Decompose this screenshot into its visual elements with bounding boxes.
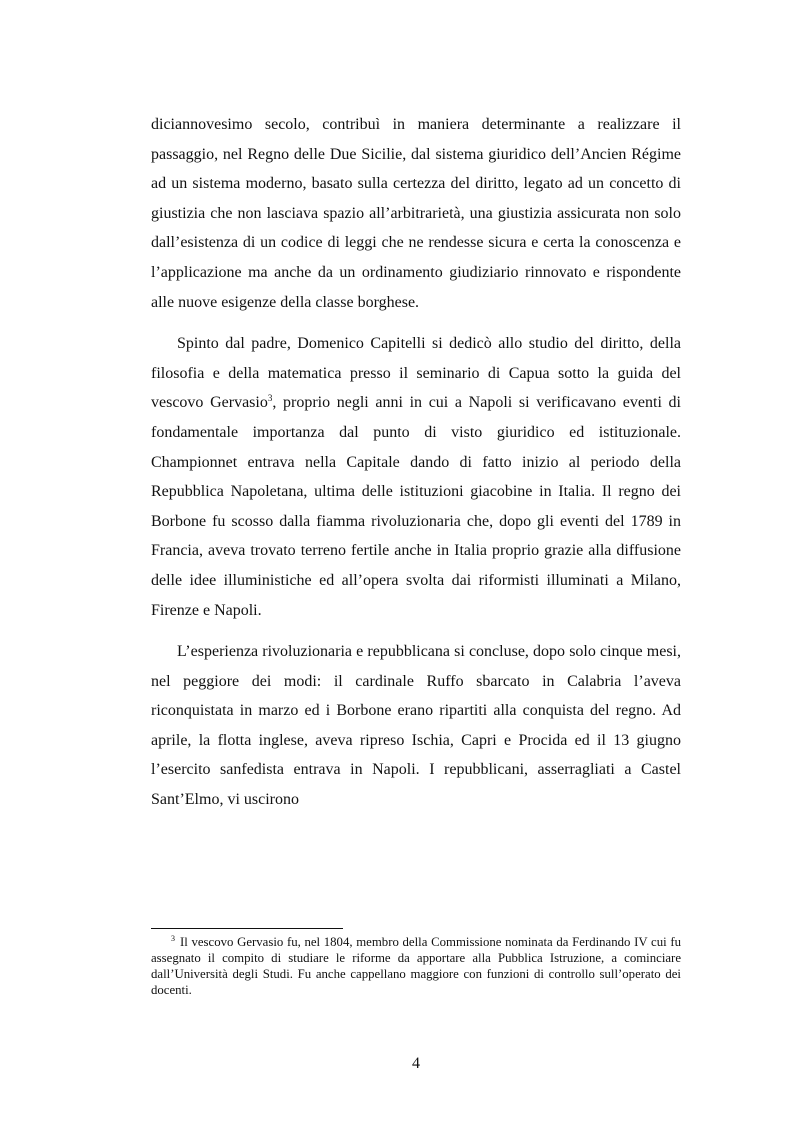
- footnote-divider: [151, 928, 343, 929]
- footnote-number: 3: [171, 934, 175, 943]
- footnote: [151, 934, 681, 998]
- paragraph-2: [151, 329, 681, 625]
- paragraph-2-text-before: Spinto dal padre, Domenico Capitelli si dedicò allo studio del diritto, della filosofia e della matematica presso il seminario di Capua sotto la guida del vescovo Gervasio: [151, 335, 681, 412]
- document-page: [151, 0, 681, 1123]
- paragraph-1: diciannovesimo secolo, contribuì in maniera determinante a realizzare il passaggio, nel Regno delle Due Sicilie, dal sistema giuridico dell’Ancien Régime ad un sistema moderno, basato sulla certezza del diritto, legato ad un concetto di giustizia che non lasciava spazio all’arbitrarietà, una giustizia assicurata non solo dall’esistenza di un codice di leggi che ne rendesse sicura e certa la conoscenza e l’applicazione ma anche da un ordinamento giudiziario rinnovato e rispondente alle nuove esigenze della classe borghese.: [151, 116, 681, 311]
- paragraph-3: L’esperienza rivoluzionaria e repubblicana si concluse, dopo solo cinque mesi, nel peggiore dei modi: il cardinale Ruffo sbarcato in Calabria l’aveva riconquistata in marzo ed i Borbone erano ripartiti alla conquista del regno. Ad aprile, la flotta inglese, aveva ripreso Ischia, Capri e Procida ed il 13 giugno l’esercito sanfedista entrava in Napoli. I repubblicani, asserragliati a Castel Sant’Elmo, vi uscirono: [151, 643, 681, 809]
- page-number: 4: [412, 1055, 420, 1072]
- footnote-reference[interactable]: 3: [267, 393, 273, 404]
- paragraph-2-text-after: , proprio negli anni in cui a Napoli si verificavano eventi di fondamentale importanza dal punto di visto giuridico ed istituzionale. Championnet entrava nella Capitale dando di fatto inizio al periodo della Repubblica Napoletana, ultima delle istituzioni giacobine in Italia. Il regno dei Borbone fu scosso dalla fiamma rivoluzionaria che, dopo gli eventi del 1789 in Francia, aveva trovato terreno fertile anche in Italia proprio grazie alla diffusione delle idee illuministiche ed all’opera svolta dai riformisti illuminati a Milano, Firenze e Napoli.: [151, 394, 681, 619]
- body-text: [151, 110, 681, 815]
- footnote-text: Il vescovo Gervasio fu, nel 1804, membro della Commissione nominata da Ferdinando IV cui fu assegnato il compito di studiare le riforme da apportare alla Pubblica Istruzione, a cominciare dall’Università degli Studi. Fu anche cappellano maggiore con funzioni di controllo sull’operato dei docenti.: [151, 935, 681, 997]
